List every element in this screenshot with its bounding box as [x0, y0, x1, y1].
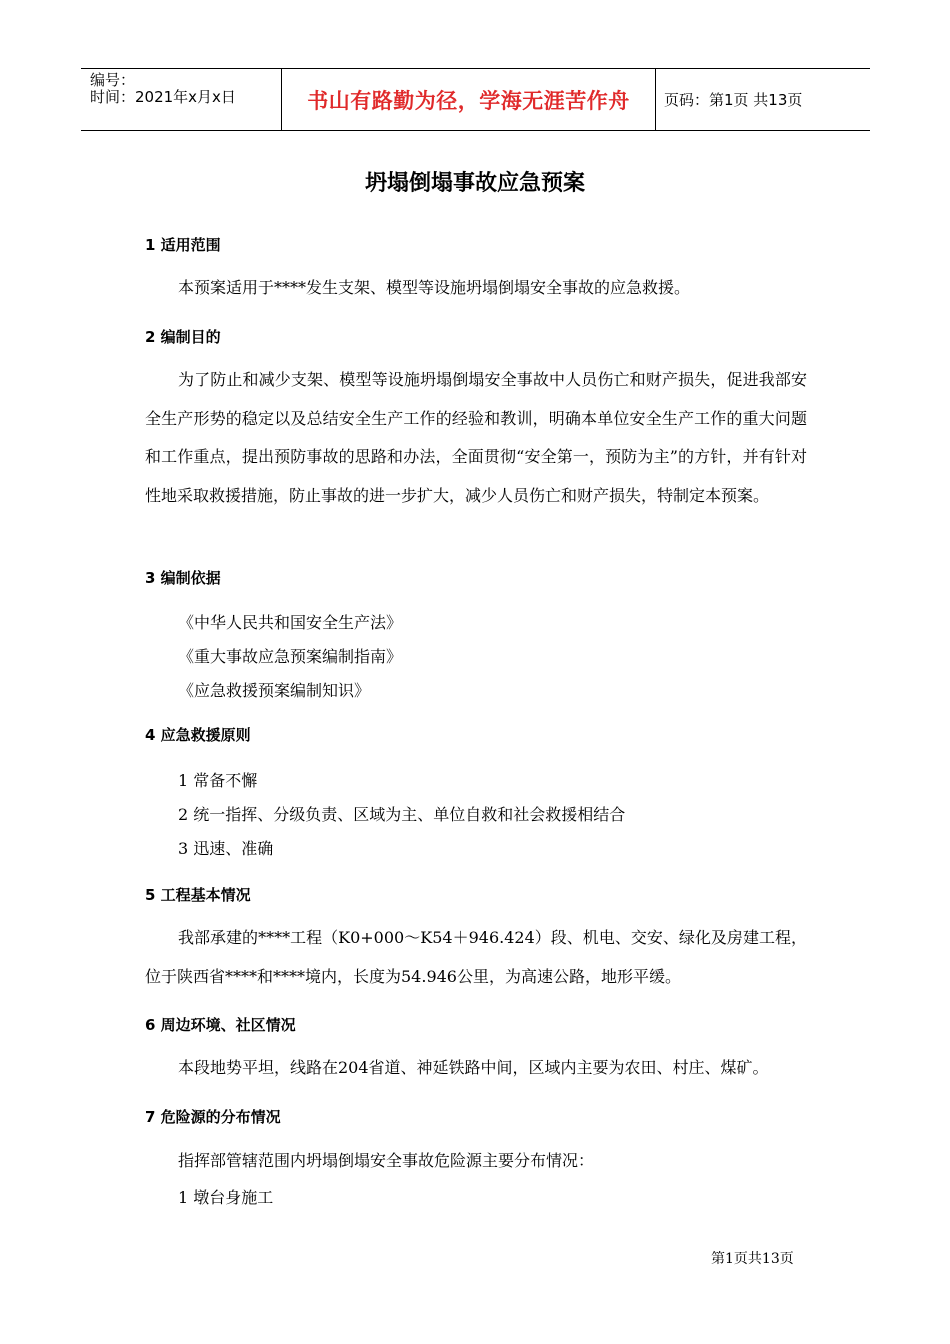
section-heading: 4 应急救援原则 — [145, 726, 251, 744]
section-paragraph: 为了防止和减少支架、模型等设施坍塌倒塌安全事故中人员伤亡和财产损失，促进我部安全生产形势的稳定以及总结安全生产工作的经验和教训，明确本单位安全生产工作的重大问题和工作重点，提出预防事故的思路和办法，全面贯彻“安全第一，预防为主”的方针，并有针对性地采取救援措施，防止事故的进一步扩大，减少人员伤亡和财产损失，特制定本预案。 — [145, 370, 807, 505]
section-paragraph: 指挥部管辖范围内坍塌倒塌安全事故危险源主要分布情况： — [178, 1151, 595, 1170]
section-heading: 3 编制依据 — [145, 569, 221, 587]
number-label: 编号： — [90, 71, 136, 89]
list-item: 《重大事故应急预案编制指南》 — [178, 647, 403, 666]
list-item: 3 迅速、准确 — [178, 839, 274, 858]
section-paragraph: 本段地势平坦，线路在204省道、神延铁路中间，区域内主要为农田、村庄、煤矿。 — [178, 1058, 769, 1077]
section-heading: 6 周边环境、社区情况 — [145, 1016, 296, 1034]
section-heading: 1 适用范围 — [145, 236, 221, 254]
section-paragraph: 本预案适用于****发生支架、模型等设施坍塌倒塌安全事故的应急救援。 — [178, 278, 691, 297]
header-meta-cell — [81, 69, 282, 130]
list-item: 1 常备不懈 — [178, 771, 258, 790]
motto-text: 书山有路勤为径，学海无涯苦作舟 — [282, 69, 656, 130]
section-heading: 5 工程基本情况 — [145, 886, 251, 904]
section-heading: 7 危险源的分布情况 — [145, 1108, 281, 1126]
time-label: 时间：2021年x月x日 — [90, 88, 236, 106]
list-item: 《中华人民共和国安全生产法》 — [178, 613, 403, 632]
section-heading: 2 编制目的 — [145, 328, 221, 346]
list-item: 《应急救援预案编制知识》 — [178, 681, 371, 700]
header-table — [81, 68, 870, 131]
page-info: 页码：第1页 共13页 — [664, 91, 803, 109]
list-item: 2 统一指挥、分级负责、区域为主、单位自救和社会救援相结合 — [178, 805, 626, 824]
page-footer: 第1页共13页 — [711, 1251, 794, 1267]
section-paragraph: 我部承建的****工程（K0+000～K54＋946.424）段、机电、交安、绿化及房建工程，位于陕西省****和****境内，长度为54.946公里，为高速公路，地形平缓。 — [145, 928, 807, 986]
document-title: 坍塌倒塌事故应急预案 — [364, 171, 585, 196]
list-item: 1 墩台身施工 — [178, 1188, 274, 1207]
